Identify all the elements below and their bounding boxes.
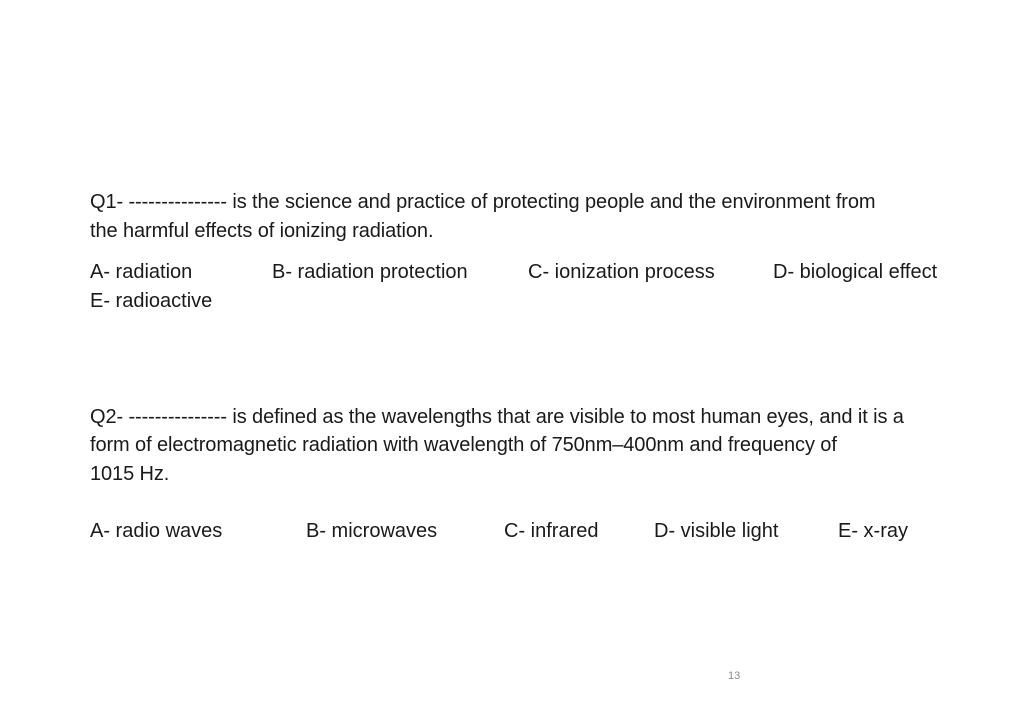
question-1-text-line-2: the harmful effects of ionizing radiation. [90, 220, 434, 242]
question-2-option-a: A- radio waves [90, 520, 223, 542]
question-2-option-e: E- x-ray [838, 520, 908, 542]
question-2-option-b: B- microwaves [306, 520, 438, 542]
question-2-option-c: C- infrared [504, 520, 599, 542]
question-2-text-line-2: form of electromagnetic radiation with wavelength of 750nm–400nm and frequency of [90, 434, 837, 456]
question-1-option-c: C- ionization process [528, 261, 715, 283]
question-1-option-e: E- radioactive [90, 290, 213, 312]
question-2-text-line-1: Q2- --------------- is defined as the wavelengths that are visible to most human eyes, and it is a [90, 406, 904, 428]
page-number: 13 [728, 670, 741, 682]
question-2-option-d: D- visible light [654, 520, 779, 542]
question-1-option-d: D- biological effect [773, 261, 938, 283]
question-1-text-line-1: Q1- --------------- is the science and practice of protecting people and the environment from [90, 191, 876, 213]
question-1-option-b: B- radiation protection [272, 261, 468, 283]
question-1-option-a: A- radiation [90, 261, 193, 283]
question-2-text-line-3: 1015 Hz. [90, 463, 170, 485]
